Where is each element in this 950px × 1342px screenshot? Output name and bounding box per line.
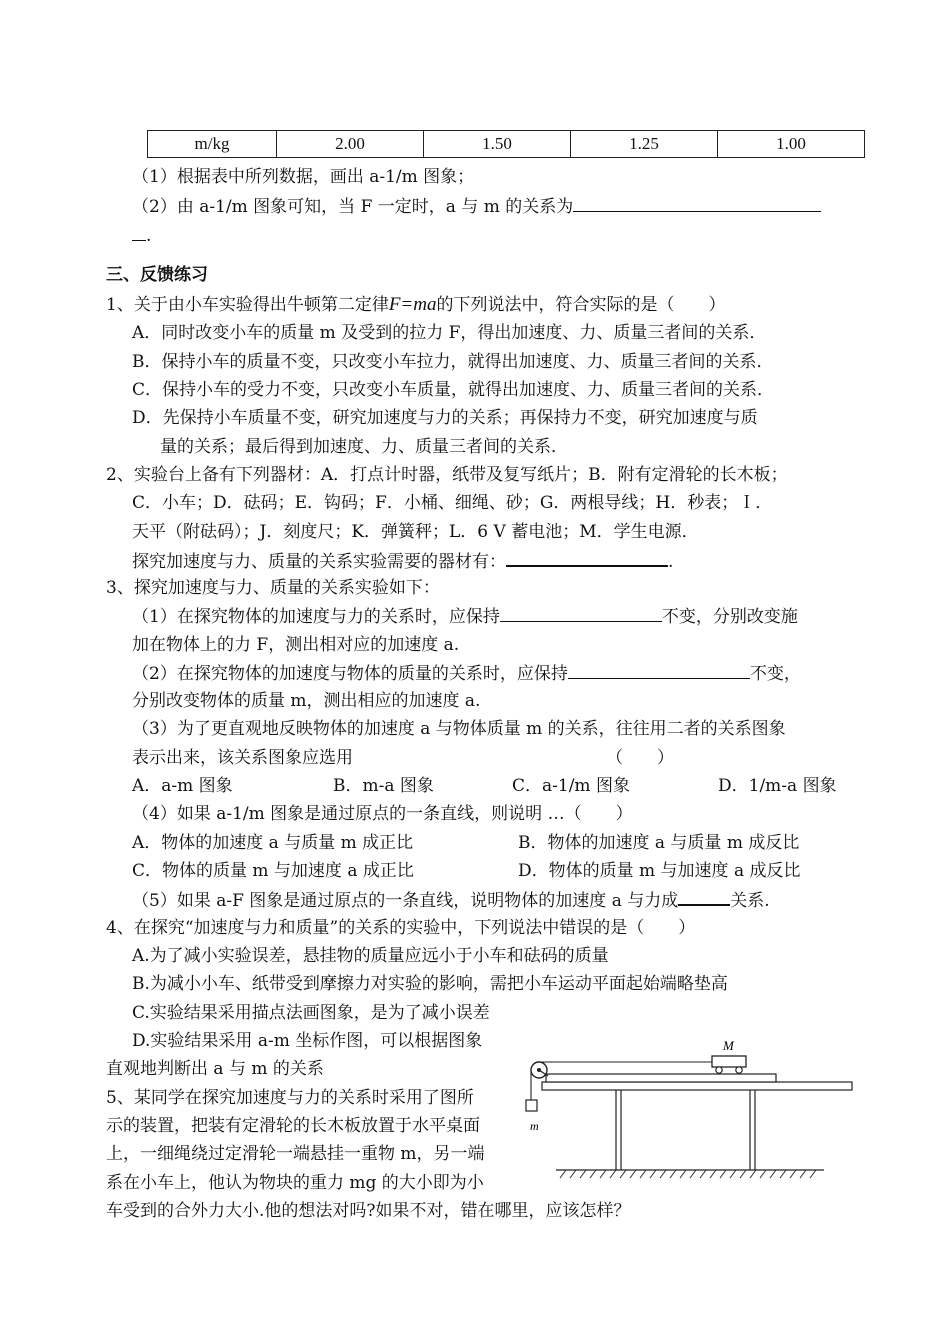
table-cell: m/kg [148, 131, 277, 158]
table-cell: 1.00 [718, 131, 865, 158]
weight-label: m [530, 1119, 539, 1133]
answer-blank[interactable] [573, 195, 821, 212]
answer-blank[interactable] [500, 605, 662, 622]
question-line: 上，一细绳绕过定滑轮一端悬挂一重物 m，另一端 [106, 1144, 485, 1164]
question-line [132, 888, 770, 912]
question-line [132, 195, 821, 218]
option-d: D．先保持小车质量不变，研究加速度与力的关系；再保持力不变，研究加速度与质 [132, 408, 758, 428]
question-line: 示的装置，把装有定滑轮的长木板放置于水平桌面 [106, 1116, 480, 1136]
cart [712, 1056, 746, 1073]
option-a: A.为了减小实验误差，悬挂物的质量应远小于小车和砝码的质量 [132, 946, 609, 966]
question-line: C．小车；D．砝码；E．钩码；F．小桶、细绳、砂；G．两根导线；H．秒表；Ｉ． [132, 493, 773, 513]
question-line [132, 605, 798, 628]
question-text: 关系. [730, 891, 770, 911]
question-line: 表示出来，该关系图象应选用 [132, 748, 353, 768]
question-text: 不变，分别改变施 [661, 607, 798, 627]
question-text: 不变， [749, 664, 801, 684]
pulley [531, 1062, 548, 1078]
question-line: （3）为了更直观地反映物体的加速度 a 与物体质量 m 的关系，往往用二者的关系图象 [132, 719, 786, 739]
question-text: （2）在探究物体的加速度与物体的质量的关系时，应保持 [132, 664, 568, 684]
question-line: 车受到的合外力大小.他的想法对吗?如果不对，错在哪里，应该怎样？ [106, 1201, 631, 1221]
question-text: （2）由 a-1/m 图象可知，当 F 一定时，a 与 m 的关系为 [132, 197, 574, 217]
table-cell: 2.00 [277, 131, 424, 158]
table-row [148, 131, 865, 158]
option-c: C．a-1/m 图象 [512, 776, 630, 796]
option-d-cont: 量的关系；最后得到加速度、力、质量三者间的关系． [160, 437, 568, 457]
question-line [132, 224, 151, 247]
question-line [132, 662, 801, 685]
option-d: D．1/m-a 图象 [718, 776, 837, 796]
question-text: 的下列说法中，符合实际的是（ ） [436, 295, 726, 315]
question-line [106, 294, 725, 316]
question-line: （4）如果 a-1/m 图象是通过原点的一条直线，则说明 …（ ） [132, 804, 633, 824]
cart-label: M [723, 1038, 734, 1053]
question-line: （1）根据表中所列数据，画出 a-1/m 图象； [132, 167, 475, 187]
question-line: 系在小车上，他认为物块的重力 mg 的大小即为小 [106, 1173, 484, 1193]
hanging-weight [526, 1100, 537, 1111]
question-line [132, 549, 673, 573]
answer-blank[interactable] [132, 224, 146, 241]
answer-blank[interactable] [678, 888, 730, 906]
data-table [147, 130, 865, 158]
question-line: 加在物体上的力 F，测出相对应的加速度 a. [132, 635, 460, 655]
formula: F=ma [388, 294, 437, 315]
question-text: . [668, 552, 674, 572]
table-cell: 1.50 [424, 131, 571, 158]
option-d: D.实验结果采用 a-m 坐标作图，可以根据图象 [132, 1031, 483, 1051]
answer-paren: （ ） [606, 748, 674, 768]
option-b: B.为减小小车、纸带受到摩擦力对实验的影响，需把小车运动平面起始端略垫高 [132, 974, 728, 994]
option-c: C.实验结果采用描点法画图象，是为了减小误差 [132, 1003, 490, 1023]
question-line: 2、实验台上备有下列器材：A．打点计时器，纸带及复写纸片；B．附有定滑轮的长木板； [106, 465, 788, 485]
question-line: 5、某同学在探究加速度与力的关系时采用了图所 [106, 1088, 474, 1108]
question-text: 探究加速度与力、质量的关系实验需要的器材有： [132, 552, 506, 572]
option-b: B．物体的加速度 a 与质量 m 成反比 [518, 833, 800, 853]
option-d: D．物体的质量 m 与加速度 a 成反比 [518, 861, 801, 881]
apparatus-figure [524, 1030, 854, 1180]
answer-blank[interactable] [506, 549, 668, 567]
question-line: 分别改变物体的质量 m，测出相应的加速度 a. [132, 691, 481, 711]
option-b: B．m-a 图象 [333, 776, 434, 796]
question-text: （1）在探究物体的加速度与力的关系时，应保持 [132, 607, 500, 627]
ground [556, 1170, 824, 1178]
option-b: B．保持小车的质量不变，只改变小车拉力，就得出加速度、力、质量三者间的关系． [132, 352, 774, 372]
option-a: A．同时改变小车的质量 m 及受到的拉力 F，得出加速度、力、质量三者间的关系． [132, 323, 767, 343]
question-line: 4、在探究“加速度与力和质量”的关系的实验中，下列说法中错误的是（ ） [106, 918, 696, 938]
answer-blank[interactable] [568, 662, 750, 679]
question-text: . [146, 226, 152, 246]
option-c: C．保持小车的受力不变，只改变小车质量，就得出加速度、力、质量三者间的关系． [132, 380, 775, 400]
table-cell: 1.25 [571, 131, 718, 158]
question-text: 1、关于由小车实验得出牛顿第二定律 [106, 295, 389, 315]
table-board [542, 1074, 852, 1170]
option-a: A．a-m 图象 [132, 776, 233, 796]
option-c: C．物体的质量 m 与加速度 a 成正比 [132, 861, 414, 881]
question-line: 天平（附砝码）；J．刻度尺；K．弹簧秤；L．6 V 蓄电池；M．学生电源． [132, 522, 699, 542]
option-d-cont: 直观地判断出 a 与 m 的关系 [106, 1059, 324, 1079]
section-heading: 三、反馈练习 [106, 265, 208, 285]
option-a: A．物体的加速度 a 与质量 m 成正比 [132, 833, 414, 853]
question-text: （5）如果 a-F 图象是通过原点的一条直线，说明物体的加速度 a 与力成 [132, 891, 679, 911]
question-line: 3、探究加速度与力、质量的关系实验如下： [106, 578, 440, 598]
